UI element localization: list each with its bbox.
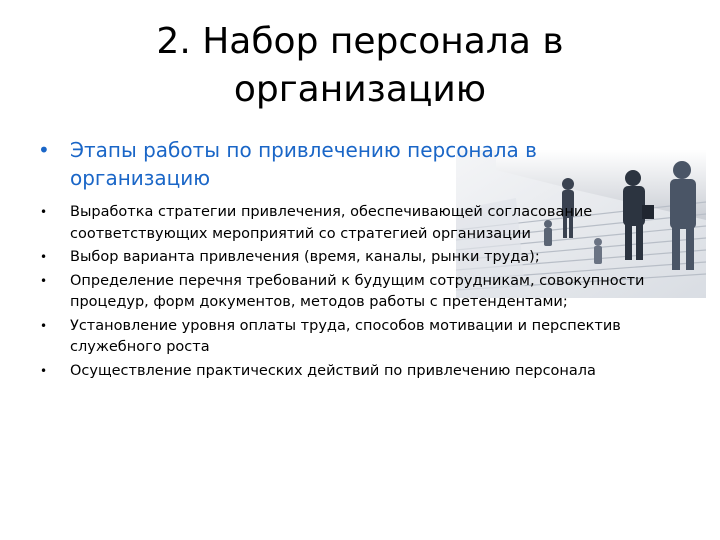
main-bullet-text: Этапы работы по привлечению персонала в организацию — [70, 138, 537, 190]
sub-bullet-text: Установление уровня оплаты труда, способов мотивации и перспектив служебного роста — [70, 317, 621, 355]
main-bullet-marker: • — [38, 138, 50, 162]
slide-title-line-1: 2. Набор персонала в — [156, 21, 564, 62]
sub-bullet-item — [40, 316, 700, 359]
sub-bullet-text: Осуществление практических действий по привлечению персонала — [70, 362, 596, 379]
sub-bullet-item — [40, 271, 700, 314]
main-bullet — [38, 136, 618, 192]
sub-bullet-text: Выбор варианта привлечения (время, каналы, рынки труда); — [70, 249, 540, 265]
sub-bullet-item — [40, 247, 700, 269]
sub-bullet-item — [40, 202, 700, 245]
bullet-marker: • — [40, 250, 48, 264]
bullet-marker: • — [40, 363, 48, 378]
slide-title-line-2: организацию — [233, 69, 487, 110]
bullet-marker: • — [40, 273, 48, 288]
sub-bullet-item — [40, 361, 700, 383]
sub-bullet-text: Определение перечня требований к будущим сотрудникам, совокупности процедур, форм документов, методов работы с претендентами; — [70, 272, 645, 310]
sub-bullet-list — [40, 202, 700, 384]
bullet-marker: • — [40, 205, 48, 219]
sub-bullet-text: Выработка стратегии привлечения, обеспечивающей согласование соответствующих мероприятий со стратегией организации — [70, 204, 593, 242]
slide-title — [60, 18, 660, 114]
bullet-marker: • — [40, 318, 48, 333]
